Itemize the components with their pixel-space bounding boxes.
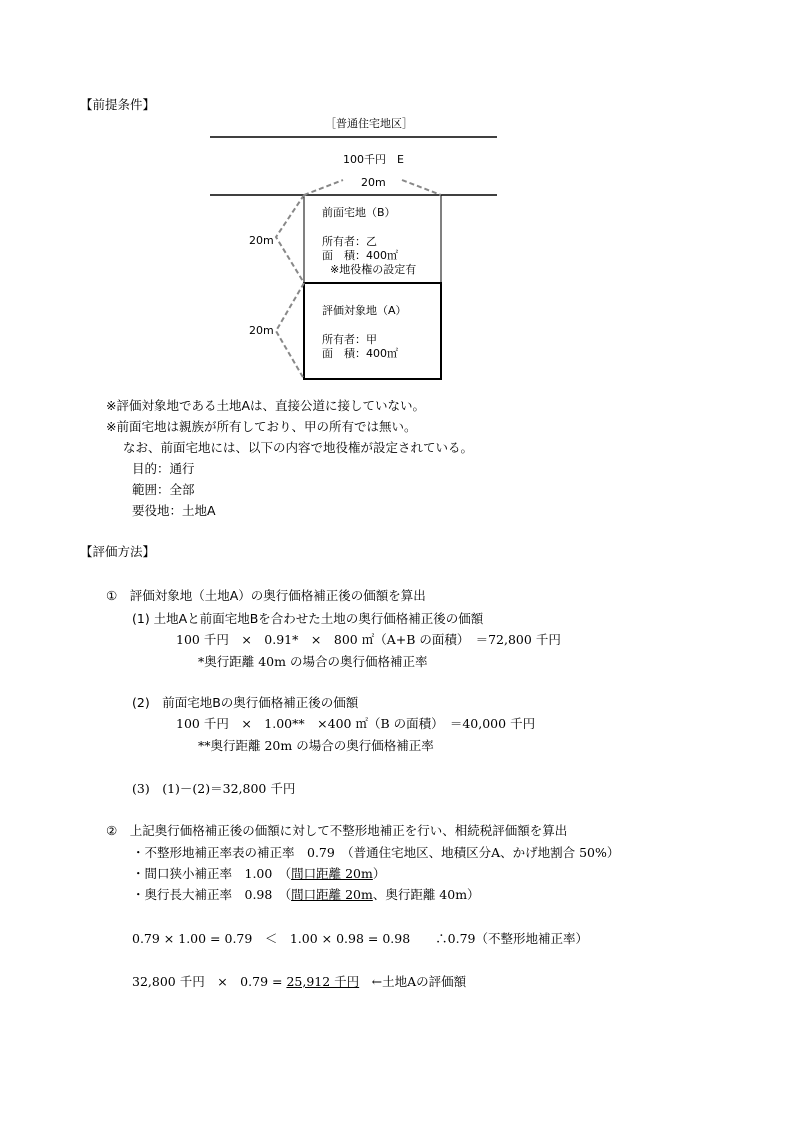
- step2-item-long-depth: ・奥行長大補正率 0.98 （間口距離 20m、奥行距離 40m）: [132, 887, 480, 902]
- frontage-width-label: 20m: [361, 176, 386, 189]
- lot-a-outline: [304, 283, 441, 379]
- method-heading: 【評価方法】: [80, 544, 156, 559]
- note-line: 範囲：全部: [132, 482, 195, 497]
- step1-sub3: (3) (1)－(2)＝32,800 千円: [132, 781, 296, 796]
- depth-a-label: 20m: [249, 324, 274, 337]
- frontage-distance-underlined: 間口距離 20m: [291, 866, 373, 881]
- step1-sub2-title: (2) 前面宅地Bの奥行価格補正後の価額: [132, 695, 359, 710]
- lot-a-owner: 所有者：甲: [322, 333, 377, 346]
- frontage-distance-underlined: 間口距離 20m: [291, 887, 373, 902]
- step2-final: 32,800 千円 × 0.79 = 25,912 千円 ←土地Aの評価額: [132, 974, 467, 989]
- step1-sub2-calc: 100 千円 × 1.00** ×400 ㎡（B の面積） ＝40,000 千円: [176, 716, 536, 731]
- step2-item-narrow-frontage: ・間口狭小補正率 1.00 （間口距離 20m）: [132, 866, 386, 881]
- depth-b-label: 20m: [249, 234, 274, 247]
- lot-a-title: 評価対象地（A）: [322, 304, 407, 317]
- road-price-label: 100千円 E: [343, 153, 404, 166]
- step1-sub1-calc: 100 千円 × 0.91* × 800 ㎡（A+B の面積） ＝72,800 千円: [176, 632, 561, 647]
- note-line: 要役地：土地A: [132, 503, 216, 518]
- step1-sub1-title: (1) 土地Aと前面宅地Bを合わせた土地の奥行価格補正後の価額: [132, 611, 484, 626]
- step1-sub2-note: **奥行距離 20m の場合の奥行価格補正率: [198, 738, 434, 753]
- step1-sub1-note: *奥行距離 40m の場合の奥行価格補正率: [198, 654, 428, 669]
- district-label: ［普通住宅地区］: [325, 117, 413, 130]
- step2-item-irregular: ・不整形地補正率表の補正率 0.79 （普通住宅地区、地積区分A、かげ地割合 50%）: [132, 845, 620, 860]
- step2-title: ② 上記奥行価格補正後の価額に対して不整形地補正を行い、相続税評価額を算出: [106, 823, 568, 838]
- note-line: ※前面宅地は親族が所有しており、甲の所有では無い。: [106, 419, 417, 434]
- lot-a-area: 面 積：400㎡: [322, 347, 398, 360]
- premise-heading: 【前提条件】: [80, 97, 156, 112]
- lot-b-owner: 所有者：乙: [322, 235, 377, 248]
- depth-b-dimension-arc: [276, 195, 304, 283]
- step1-title: ① 評価対象地（土地A）の奥行価格補正後の価額を算出: [106, 588, 426, 603]
- final-value-underlined: 25,912 千円: [286, 974, 360, 989]
- note-line: なお、前面宅地には、以下の内容で地役権が設定されている。: [123, 440, 474, 455]
- step2-compare: 0.79 × 1.00 = 0.79 ＜ 1.00 × 0.98 = 0.98 ∴0.79（不整形地補正率）: [132, 931, 589, 946]
- note-line: ※評価対象地である土地Aは、直接公道に接していない。: [106, 398, 426, 413]
- note-line: 目的：通行: [132, 461, 195, 476]
- depth-a-dimension-arc: [276, 283, 304, 379]
- lot-b-note: ※地役権の設定有: [330, 263, 417, 276]
- lot-b-area: 面 積：400㎡: [322, 249, 398, 262]
- lot-b-title: 前面宅地（B）: [322, 206, 396, 219]
